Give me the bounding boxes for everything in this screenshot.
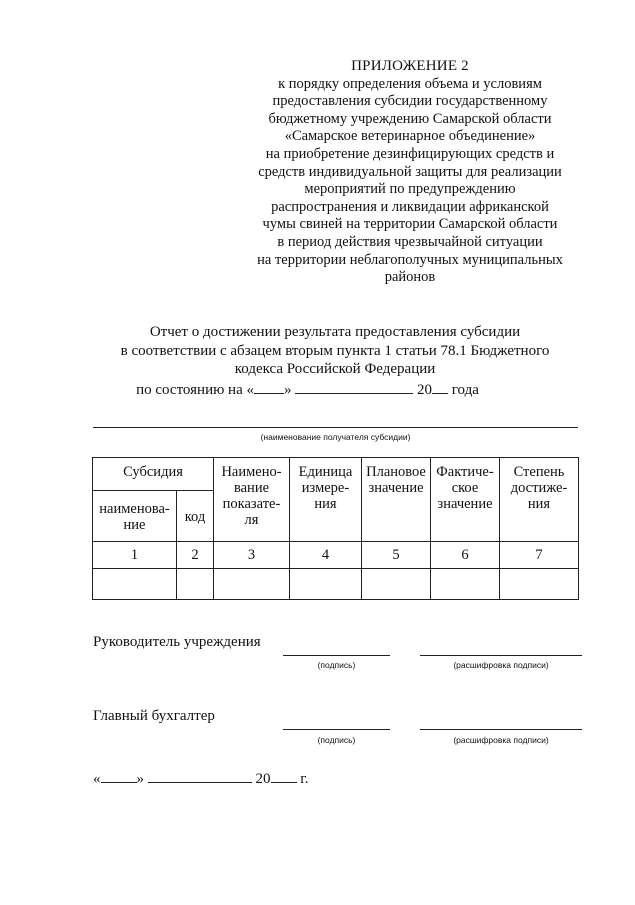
appendix-line: «Самарское ветеринарное объединение» [284,128,536,145]
date-suffix: г. [300,771,309,787]
accountant-signature-line[interactable] [283,729,390,730]
appendix-line: предоставления субсидии государственному [272,93,548,110]
header-subsidy-name: наименова- ние [93,491,177,542]
table-cell[interactable] [214,569,290,600]
report-line: в соответствии с абзацем вторым пункта 1 статьи 78.1 Бюджетного [120,342,550,359]
report-date-prefix: по состоянию на « [136,381,254,398]
date-day-blank[interactable] [101,768,137,783]
report-date-mid: » [284,381,292,398]
accountant-sign-caption: (подпись) [317,735,356,745]
appendix-line: бюджетному учреждению Самарской области [268,110,552,127]
header-actual: Фактиче- ское значение [431,458,500,542]
header-unit: Единица измере- ния [290,458,362,542]
column-number: 6 [431,542,500,569]
column-number: 1 [93,542,177,569]
header-planned: Плановое значение [362,458,431,542]
month-blank [295,379,413,394]
date-close: » [136,771,144,787]
appendix-header [240,58,580,287]
report-title [100,323,570,399]
table-cell[interactable] [177,569,214,600]
appendix-line: к порядку определения объема и условиям [278,75,542,92]
table-cell[interactable] [431,569,500,600]
appendix-title: ПРИЛОЖЕНИЕ 2 [351,58,469,74]
table-cell[interactable] [93,569,177,600]
appendix-line: на приобретение дезинфицирующих средств и [265,145,555,162]
column-number: 4 [290,542,362,569]
date-open: « [93,771,101,787]
column-number: 5 [362,542,431,569]
accountant-decode-line[interactable] [420,729,582,730]
table-cell[interactable] [362,569,431,600]
report-date-suffix: года [451,381,479,398]
head-decode-line[interactable] [420,655,582,656]
appendix-line: средств индивидуальной защиты для реализации [258,163,562,180]
appendix-line: чумы свиней на территории Самарской области [262,216,558,233]
head-label: Руководитель учреждения [93,634,261,650]
column-number: 7 [500,542,579,569]
accountant-label: Главный бухгалтер [93,708,215,724]
date-year: 20 [255,771,271,787]
appendix-line: распространения и ликвидации африканской [271,198,549,215]
report-table [92,457,579,600]
header-subsidy-code: код [177,491,214,542]
column-number: 2 [177,542,214,569]
appendix-line: районов [384,269,436,286]
date-row [93,768,308,788]
head-decode-caption: (расшифровка подписи) [453,660,549,670]
appendix-line: в период действия чрезвычайной ситуации [277,233,543,250]
date-year-blank[interactable] [271,768,297,783]
report-line: кодекса Российской Федерации [234,361,436,377]
report-date-line [45,379,570,400]
head-sign-caption: (подпись) [317,660,356,670]
header-subsidy: Субсидия [93,458,214,491]
column-number: 3 [214,542,290,569]
date-month-blank[interactable] [148,768,252,783]
header-degree: Степень достиже- ния [500,458,579,542]
year-blank [432,379,448,394]
header-indicator: Наимено- вание показате- ля [214,458,290,542]
report-date-year: 20 [417,381,432,398]
appendix-line: мероприятий по предупреждению [304,181,516,198]
accountant-decode-caption: (расшифровка подписи) [453,735,549,745]
head-signature-line[interactable] [283,655,390,656]
table-cell[interactable] [500,569,579,600]
report-line: Отчет о достижении результата предоставления субсидии [149,324,521,340]
day-blank [254,379,284,394]
recipient-name-line [93,427,578,428]
appendix-line: на территории неблагополучных муниципальных [257,251,563,268]
table-cell[interactable] [290,569,362,600]
recipient-caption: (наименование получателя субсидии) [260,432,411,442]
